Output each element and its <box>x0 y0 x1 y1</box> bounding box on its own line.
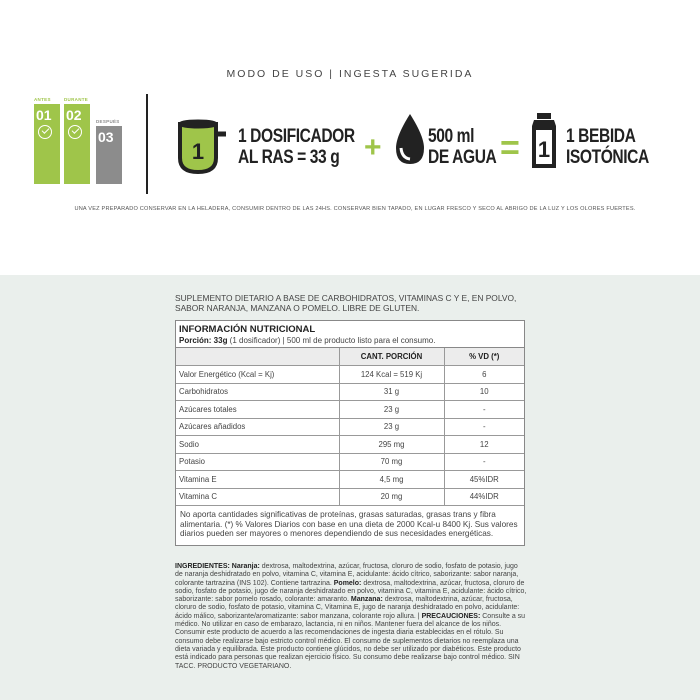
nutrient-vd: - <box>444 453 524 471</box>
nutrient-name: Azúcares añadidos <box>176 418 339 436</box>
nutrient-amount: 124 Kcal = 519 Kj <box>339 366 444 384</box>
divider-line <box>146 94 148 194</box>
drink-line2: ISOTÓNICA <box>566 147 649 168</box>
step-box <box>96 126 122 184</box>
nutrient-amount: 295 mg <box>339 436 444 454</box>
table-row <box>176 366 524 384</box>
nutrient-vd: - <box>444 418 524 436</box>
product-description: SUPLEMENTO DIETARIO A BASE DE CARBOHIDRATOS, VITAMINAS C Y E, EN POLVO, SABOR NARANJA, MANZANA O POMELO. LIBRE DE GLUTEN. <box>175 293 517 313</box>
nutrition-title: INFORMACIÓN NUTRICIONAL <box>179 324 316 335</box>
drink-line1: 1 BEBIDA <box>566 126 636 147</box>
col-portion-header: CANT. PORCIÓN <box>339 348 444 366</box>
nutrient-name: Azúcares totales <box>176 401 339 419</box>
nutrient-name: Valor Energético (Kcal = Kj) <box>176 366 339 384</box>
water-line1: 500 ml <box>428 126 475 147</box>
nutrient-amount: 23 g <box>339 401 444 419</box>
storage-note: UNA VEZ PREPARADO CONSERVAR EN LA HELADERA, CONSUMIR DENTRO DE LAS 24HS. CONSERVAR BIEN TAPADO, EN LUGAR FRESCO Y SECO AL ABRIGO DE LA LUZ Y LOS OLORES FUERTES. <box>74 206 636 212</box>
nutrient-amount: 70 mg <box>339 453 444 471</box>
nutrient-name: Vitamina C <box>176 488 339 506</box>
plus-sign: + <box>364 131 382 164</box>
nutrient-amount: 31 g <box>339 383 444 401</box>
scoop-number: 1 <box>191 139 205 164</box>
step-number: 02 <box>66 107 82 123</box>
table-row <box>176 418 524 436</box>
nutrient-amount: 4,5 mg <box>339 471 444 489</box>
precautions-text: Consulte a su médico. No utilizar en caso de embarazo, lactancia, ni en niños. Mantener fuera del alcance de los niños. Consumir este producto de acuerdo a las recomendaciones de ingesta diaria establecidas en el rótulo. Su consumo debe realizarse bajo estricto control médico. El consumo de suplementos dietarios no reemplaza una dieta variada y equilibrada. Este producto contiene glúcidos, no debe ser utilizado por diabéticos. Este producto está indicado para personas que realizan ejercicio físico. Su consumo debe realizarse bajo control médico. SIN TACC. PRODUCTO VEGETARIANO. <box>175 612 526 670</box>
water-text <box>428 126 496 168</box>
table-row <box>176 488 524 506</box>
nutrient-name: Sodio <box>176 436 339 454</box>
scoop-icon <box>176 118 228 176</box>
step-box <box>64 104 90 184</box>
usage-title: MODO DE USO | INGESTA SUGERIDA <box>226 68 474 80</box>
portion-label: Porción: 33g <box>179 336 228 345</box>
ingredients-manzana: dextrosa, maltodextrina, azúcar, fructosa, cloruro de sodio, fosfato de potasio, vitamina C, Vitamina E, jugo de naranja deshidratado en polvo, acidulante: ácido málico, saborizante/aromatizante: sabor manzana, colorante rojo allura. | <box>175 596 520 620</box>
nutrition-grid <box>176 348 524 506</box>
step-number: 03 <box>98 129 114 145</box>
table-row <box>176 436 524 454</box>
nutrient-vd: 6 <box>444 366 524 384</box>
nutrient-amount: 20 mg <box>339 488 444 506</box>
col-name-header <box>176 348 339 366</box>
nutrition-footnote: No aporta cantidades significativas de proteínas, grasas saturadas, grasas trans y fibra alimentaria. (*) % Valores Diarios con base en una dieta de 2000 Kcal-u 8400 Kj. Sus valores diarios pueden ser mayores o menores dependiendo de sus necesidades energéticas. <box>180 510 518 538</box>
scoop-line1: 1 DOSIFICADOR <box>238 126 355 147</box>
nutrient-amount: 23 g <box>339 418 444 436</box>
ingredients-text <box>175 563 527 671</box>
step-after <box>96 118 122 184</box>
usage-section <box>0 0 700 275</box>
nutrition-facts-table <box>175 320 525 546</box>
scoop-text <box>238 126 355 168</box>
scoop-line2: AL RAS = 33 g <box>238 147 340 168</box>
ingredients-label: INGREDIENTES: Naranja: <box>175 563 260 570</box>
portion-info <box>179 336 521 345</box>
timing-steps <box>34 96 126 186</box>
table-row <box>176 471 524 489</box>
precautions-label: PRECAUCIONES: <box>421 612 481 620</box>
manzana-label: Manzana: <box>350 596 383 604</box>
step-label: DURANTE <box>64 97 89 102</box>
equals-sign: = <box>500 129 520 167</box>
recipe-formula <box>174 112 654 182</box>
water-drop-icon <box>392 112 428 168</box>
bottle-icon <box>530 112 558 172</box>
step-before <box>34 96 60 184</box>
nutrient-name: Carbohidratos <box>176 383 339 401</box>
portion-rest: (1 dosificador) | 500 ml de producto listo para el consumo. <box>227 336 436 345</box>
drink-text <box>566 126 649 168</box>
nutrient-vd: 10 <box>444 383 524 401</box>
nutrient-vd: 12 <box>444 436 524 454</box>
nutrient-vd: - <box>444 401 524 419</box>
pomelo-label: Pomelo: <box>333 579 362 587</box>
col-vd-header: % VD (*) <box>444 348 524 366</box>
nutrient-name: Potasio <box>176 453 339 471</box>
step-label: ANTES <box>34 97 51 102</box>
water-line2: DE AGUA <box>428 147 497 168</box>
step-number: 01 <box>36 107 52 123</box>
check-icon <box>68 125 82 139</box>
table-header-row <box>176 348 524 366</box>
ingredients-naranja: dextrosa, maltodextrina, azúcar, fructosa, cloruro de sodio, fosfato de potasio, jugo de naranja deshidratado en polvo, vitamina C, vitamina E, acidulante: ácido cítrico, saborizante: sabor naranja, colorante tartrazina (INS 102). Contiene tartrazina. <box>175 563 519 587</box>
step-box <box>34 104 60 184</box>
nutrient-name: Vitamina E <box>176 471 339 489</box>
check-icon <box>38 125 52 139</box>
table-row <box>176 401 524 419</box>
step-label: DESPUÉS <box>96 119 120 124</box>
ingredients-pomelo: dextrosa, maltodextrina, azúcar, fructosa, cloruro de sodio, fosfato de potasio, jugo de naranja deshidratado en polvo, vitamina C, vitamina E, acidulante: ácido cítrico, saborizante: sabor pomelo rosado, colorante: amaranto. <box>175 579 527 604</box>
table-row <box>176 383 524 401</box>
nutrient-vd: 45%IDR <box>444 471 524 489</box>
table-row <box>176 453 524 471</box>
nutrient-vd: 44%IDR <box>444 488 524 506</box>
bottle-number: 1 <box>537 137 551 162</box>
step-during <box>64 96 90 184</box>
nutrition-header <box>176 321 524 348</box>
